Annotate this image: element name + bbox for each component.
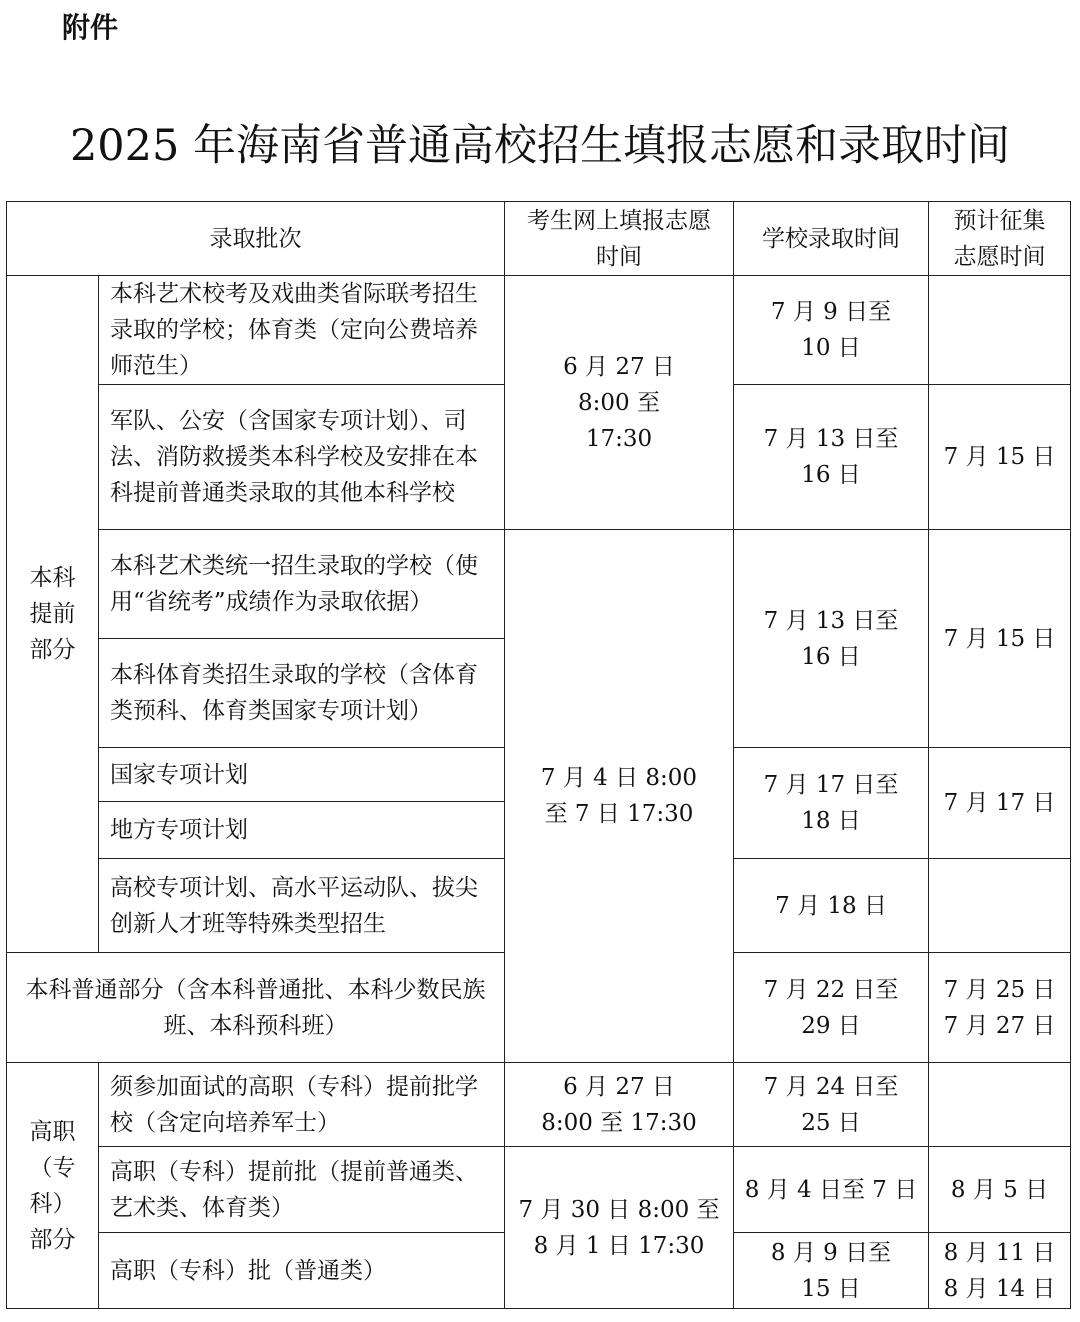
fill-time-cell: 6 月 27 日 8:00 至 17:30 bbox=[505, 1063, 734, 1147]
batch-cell: 高职（专科）提前批（提前普通类、艺术类、体育类） bbox=[99, 1147, 505, 1233]
batch-cell: 本科体育类招生录取的学校（含体育类预科、体育类国家专项计划） bbox=[99, 639, 505, 748]
solicit-time-cell: 7 月 25 日 7 月 27 日 bbox=[929, 953, 1071, 1063]
admission-schedule-table bbox=[6, 201, 1071, 1309]
group-vocational: 高职（专科）部分 bbox=[7, 1063, 99, 1309]
batch-cell: 须参加面试的高职（专科）提前批学校（含定向培养军士） bbox=[99, 1063, 505, 1147]
solicit-time-cell bbox=[929, 276, 1071, 385]
admission-time-cell: 7 月 13 日至 16 日 bbox=[734, 530, 929, 748]
table-row bbox=[7, 276, 1071, 385]
table-header-row bbox=[7, 202, 1071, 276]
page-title: 2025 年海南省普通高校招生填报志愿和录取时间 bbox=[69, 121, 1011, 171]
solicit-time-cell: 7 月 17 日 bbox=[929, 748, 1071, 859]
header-batch: 录取批次 bbox=[7, 202, 505, 276]
fill-time-cell: 7 月 30 日 8:00 至 8 月 1 日 17:30 bbox=[505, 1147, 734, 1309]
solicit-time-cell bbox=[929, 1063, 1071, 1147]
fill-time-cell: 6 月 27 日 8:00 至 17:30 bbox=[505, 276, 734, 530]
solicit-time-cell: 7 月 15 日 bbox=[929, 385, 1071, 530]
admission-time-cell: 7 月 17 日至 18 日 bbox=[734, 748, 929, 859]
batch-cell: 本科艺术校考及戏曲类省际联考招生录取的学校；体育类（定向公费培养师范生） bbox=[99, 276, 505, 385]
admission-time-cell: 7 月 24 日至 25 日 bbox=[734, 1063, 929, 1147]
group-early: 本科提前部分 bbox=[7, 276, 99, 953]
solicit-time-cell: 7 月 15 日 bbox=[929, 530, 1071, 748]
solicit-time-cell: 8 月 11 日 8 月 14 日 bbox=[929, 1233, 1071, 1309]
group-regular: 本科普通部分（含本科普通批、本科少数民族班、本科预科班） bbox=[7, 953, 505, 1063]
batch-cell: 高校专项计划、高水平运动队、拔尖创新人才班等特殊类型招生 bbox=[99, 859, 505, 953]
batch-cell: 地方专项计划 bbox=[99, 802, 505, 859]
admission-time-cell: 8 月 4 日至 7 日 bbox=[734, 1147, 929, 1233]
fill-time-cell: 7 月 4 日 8:00 至 7 日 17:30 bbox=[505, 530, 734, 1063]
admission-time-cell: 7 月 13 日至 16 日 bbox=[734, 385, 929, 530]
batch-cell: 本科艺术类统一招生录取的学校（使用“省统考”成绩作为录取依据） bbox=[99, 530, 505, 639]
header-solicit: 预计征集志愿时间 bbox=[929, 202, 1071, 276]
admission-time-cell: 7 月 18 日 bbox=[734, 859, 929, 953]
batch-cell: 国家专项计划 bbox=[99, 748, 505, 802]
table-row bbox=[7, 530, 1071, 639]
solicit-time-cell: 8 月 5 日 bbox=[929, 1147, 1071, 1233]
admission-time-cell: 7 月 22 日至 29 日 bbox=[734, 953, 929, 1063]
header-school-admission: 学校录取时间 bbox=[734, 202, 929, 276]
table-row bbox=[7, 1147, 1071, 1233]
attachment-label: 附件 bbox=[62, 11, 119, 44]
admission-time-cell: 8 月 9 日至 15 日 bbox=[734, 1233, 929, 1309]
batch-cell: 军队、公安（含国家专项计划）、司法、消防救援类本科学校及安排在本科提前普通类录取的其他本科学校 bbox=[99, 385, 505, 530]
table-row bbox=[7, 1063, 1071, 1147]
header-online-fill: 考生网上填报志愿时间 bbox=[505, 202, 734, 276]
admission-time-cell: 7 月 9 日至 10 日 bbox=[734, 276, 929, 385]
batch-cell: 高职（专科）批（普通类） bbox=[99, 1233, 505, 1309]
solicit-time-cell bbox=[929, 859, 1071, 953]
